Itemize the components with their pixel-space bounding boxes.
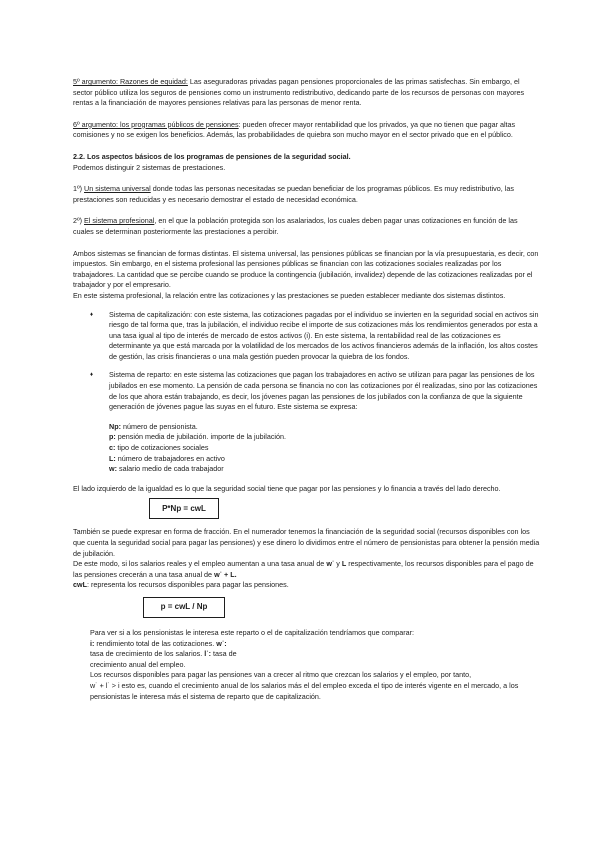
final-text-2: esto es, cuando el crecimiento anual de los salarios más el del empleo exceda el tipo de interés vigente en el mercado, a los pensionistas le interesa más el sistema de reparto que de capitalización.	[90, 680, 519, 701]
text-i: rendimiento total de las cotizaciones.	[94, 638, 217, 648]
system-2-prefix: 2º)	[73, 216, 85, 226]
definition-symbol: p:	[109, 432, 116, 442]
formula-box-2: p = cwL / Np	[143, 597, 225, 618]
comparison-l-line2: crecimiento anual del empleo.	[90, 659, 186, 669]
comparison-final	[90, 670, 540, 702]
growth-text-c: respectivamente, los recursos disponibles para el pago de las pensiones crecerán a una tasa anual de	[73, 559, 534, 579]
text-w: tasa de crecimiento de los salarios.	[90, 649, 205, 659]
growth-text-a: De este modo, si los salarios reales y el empleo aumentan a una tasa anual de	[73, 559, 327, 569]
growth-symbol-l: L	[341, 559, 347, 569]
comparison-intro: Para ver si a los pensionistas le interesa este reparto o el de capitalización tendríamos que comparar:	[90, 627, 415, 637]
system-1-paragraph	[73, 184, 540, 205]
comparison-i	[90, 639, 540, 650]
symbol-i: i:	[90, 638, 95, 648]
definition-np	[109, 422, 540, 433]
definitions-list	[109, 422, 540, 475]
financing-paragraph-2: En este sistema profesional, la relación entre las cotizaciones y las prestaciones se pueden establecer mediante dos sistemas distintos.	[73, 290, 506, 300]
argument-6-paragraph	[73, 120, 540, 141]
definition-text: pensión media de jubilación. importe de la jubilación.	[115, 432, 287, 442]
system-1-text: donde todas las personas necesitadas se puedan beneficiar de los programas públicos. Es muy redistributivo, las prestaciones son reducidas y es necesario demostrar el estado de necesidad económica.	[73, 184, 514, 204]
argument-5-heading: 5º argumento: Razones de equidad:	[73, 77, 188, 86]
bullet-capitalization	[73, 310, 540, 363]
cwl-symbol: cwL	[73, 580, 87, 590]
growth-text-b: y	[334, 559, 342, 569]
growth-symbol-w: w˙	[326, 559, 335, 569]
financing-paragraph: Ambos sistemas se financian de formas distintas. El sistema universal, las pensiones públicas se financian por la vía presupuestaria, es decir, con impuestos. Sin embargo, en el sistema profesional las pensiones públicas se financian con las cotizaciones sociales realizadas por los trabajadores. La cantidad que se percibe cuando se produce la contingencia (jubilación, invalidez) depende de las cotizaciones realizadas por el trabajador y por el empresario.	[73, 248, 539, 290]
fraction-paragraph: También se puede expresar en forma de fracción. En el numerador tenemos la financiación de la seguridad social (recursos disponibles con los que cuenta la seguridad social para pagar las pensiones) y ese dinero lo dividimos entre el número de pensionistas para obtener la pensión media de jubilación.	[73, 527, 540, 558]
definition-c	[109, 443, 540, 454]
cwl-definition	[73, 580, 540, 591]
equality-note: El lado izquierdo de la igualdad es lo que la seguridad social tiene que pagar por las pensiones y lo financia a través del lado derecho.	[73, 483, 501, 493]
bullet-reparto	[73, 370, 540, 412]
symbol-w: w˙:	[216, 638, 227, 648]
system-2-paragraph	[73, 216, 540, 237]
comparison-w	[90, 649, 540, 660]
text-l: tasa de	[211, 649, 237, 659]
growth-paragraph	[73, 559, 540, 580]
argument-6-text: : pueden ofrecer mayor rentabilidad que los privados, ya que no tienen que pagar altas comisiones y no se exigen los beneficios. Además, las probabilidades de quiebra son mucho mayor en el sector privado que en el público.	[73, 119, 516, 140]
definition-text: número de pensionista.	[120, 421, 198, 431]
growth-symbol-wl: w˙ + L.	[214, 569, 237, 579]
definition-symbol: Np:	[109, 421, 121, 431]
symbol-l: l˙:	[204, 649, 212, 659]
diamond-bullet-icon: ♦	[90, 311, 94, 318]
definition-p	[109, 432, 540, 443]
final-expression: w˙ + l˙ > i	[90, 680, 120, 690]
definition-symbol: c:	[109, 443, 116, 453]
definition-text: salario medio de cada trabajador	[116, 464, 224, 474]
argument-5-paragraph	[73, 77, 540, 109]
argument-5-text: Las aseguradoras privadas pagan pensiones proporcionales de las primas satisfechas. Sin embargo, el sector público utiliza los seguros de pensiones como un instrumento redistributivo, dedicando parte de los recursos de personas con mayores rentas a la financiación de mayores pensiones relativas para las personas de menor renta.	[73, 77, 525, 108]
bullet-capitalization-text: Sistema de capitalización: con este sistema, las cotizaciones pagadas por el individuo se invierten en la seguridad social en activos sin riesgo de tal forma que, tras la jubilación, el individuo recibe el importe de sus cotizaciones más los rendimientos generados por esta a una tasa igual al tipo de interés de mercado de estos activos (i). En este sistema, la rentabilidad real de las cotizaciones es determinante ya que está marcada por la volatilidad de los mercados de los activos financieros además de la inflación, los altos costes de gestión, las crisis financieras o una mala gestión pueden provocar la quiebra de los fondos.	[109, 309, 539, 361]
system-2-heading: El sistema profesional	[84, 216, 155, 226]
definition-text: número de trabajadores en activo	[115, 453, 225, 463]
comparison-block	[90, 628, 540, 702]
formula-box-1: P*Np = cwL	[149, 498, 219, 519]
system-2-text: , en el que la población protegida son los asalariados, los cuales deben pagar unas cotizaciones en función de las cuales se determinan posteriormente las prestaciones a percibir.	[73, 216, 518, 236]
definition-w	[109, 464, 540, 475]
final-text-1: Los recursos disponibles para pagar las pensiones van a crecer al ritmo que crezcan los salarios y el empleo, por tanto,	[90, 670, 472, 680]
system-1-heading: Un sistema universal	[84, 184, 151, 194]
diamond-bullet-icon: ♦	[90, 372, 94, 379]
bullet-reparto-text: Sistema de reparto: en este sistema las cotizaciones que pagan los trabajadores en activo se utilizan para pagar las pensiones de los jubilados en ese momento. La pensión de cada persona se financia no con las cotizaciones por él realizadas, sino por las cotizaciones de los que ahora están trabajando, es decir, los jóvenes pagan las pensiones de los jubilados con la confianza de que la siguiente generación de jóvenes pague las suyas en el futuro. Este sistema se expresa:	[109, 370, 538, 412]
section-intro: Podemos distinguir 2 sistemas de prestaciones.	[73, 162, 226, 172]
cwl-text: : representa los recursos disponibles para pagar las pensiones.	[86, 580, 289, 590]
definition-text: tipo de cotizaciones sociales	[115, 443, 209, 453]
definition-symbol: L:	[109, 453, 116, 463]
bullet-list	[73, 310, 540, 413]
system-1-prefix: 1º)	[73, 184, 85, 194]
argument-6-heading: 6º argumento: los programas públicos de pensiones	[73, 119, 239, 129]
section-heading: 2.2. Los aspectos básicos de los programas de pensiones de la seguridad social.	[73, 151, 351, 161]
definition-symbol: w:	[109, 464, 117, 474]
definition-l	[109, 454, 540, 465]
